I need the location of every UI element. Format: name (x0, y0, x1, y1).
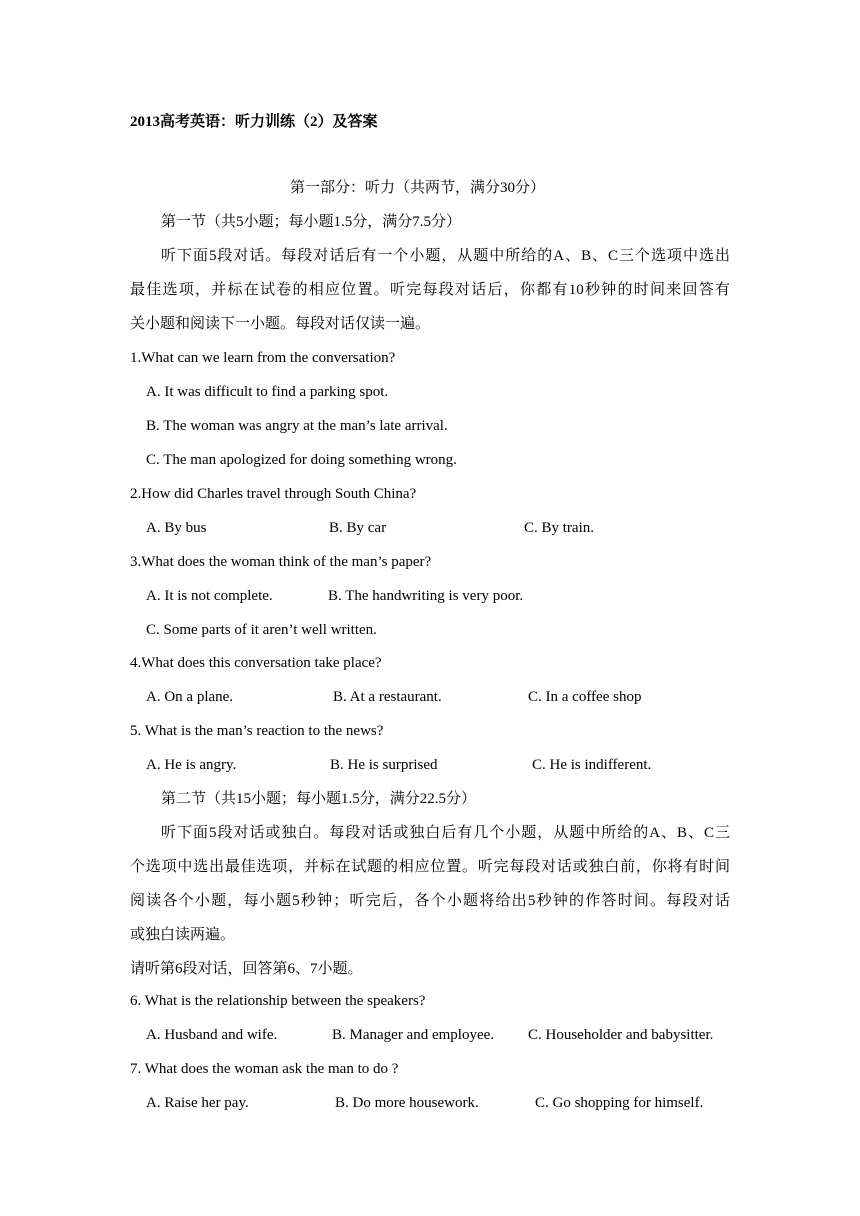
question-2: 2.How did Charles travel through South China? (130, 486, 417, 502)
question-7: 7. What does the woman ask the man to do ? (130, 1061, 399, 1077)
question-6: 6. What is the relationship between the speakers? (130, 993, 426, 1009)
question-5: 5. What is the man’s reaction to the news? (130, 723, 384, 739)
option-b: B. The woman was angry at the man’s late arrival. (146, 418, 448, 434)
section2-instruction-line: 阅读各个小题，每小题5秒钟；听完后，各个小题将给出5秒钟的作答时间。每段对话 (130, 893, 730, 909)
option-a: A. By bus (146, 520, 207, 536)
section2-instruction-line: 或独白读两遍。 (130, 927, 236, 943)
option-c: C. Householder and babysitter. (528, 1027, 714, 1043)
section2-instruction-line: 听下面5段对话或独白。每段对话或独白后有几个小题，从题中所给的A、B、C三 (161, 825, 730, 841)
option-a: A. Raise her pay. (146, 1095, 249, 1111)
question-3: 3.What does the woman think of the man’s paper? (130, 554, 432, 570)
option-a: A. He is angry. (146, 757, 237, 773)
section1-instruction-line: 最佳选项，并标在试卷的相应位置。听完每段对话后，你都有10秒钟的时间来回答有 (130, 282, 730, 298)
option-c: C. In a coffee shop (528, 689, 642, 705)
section1-instruction-line: 听下面5段对话。每段对话后有一个小题，从题中所给的A、B、C三个选项中选出 (161, 248, 730, 264)
option-b: B. At a restaurant. (333, 689, 442, 705)
option-a: A. It is not complete. (146, 588, 273, 604)
section1-heading: 第一节（共5小题；每小题1.5分，满分7.5分） (161, 214, 462, 230)
option-b: B. Do more housework. (335, 1095, 479, 1111)
option-c: C. Some parts of it aren’t well written. (146, 622, 377, 638)
section1-instruction-line: 关小题和阅读下一小题。每段对话仅读一遍。 (130, 316, 431, 332)
option-b: B. He is surprised (330, 757, 438, 773)
section2-heading: 第二节（共15小题；每小题1.5分，满分22.5分） (161, 791, 477, 807)
section2-instruction-line: 个选项中选出最佳选项，并标在试题的相应位置。听完每段对话或独白前，你将有时间 (130, 859, 730, 875)
question-1: 1.What can we learn from the conversation? (130, 350, 396, 366)
option-a: A. Husband and wife. (146, 1027, 278, 1043)
dialogue-6-instruction: 请听第6段对话，回答第6、7小题。 (130, 961, 363, 977)
option-c: C. He is indifferent. (532, 757, 652, 773)
option-b: B. The handwriting is very poor. (328, 588, 524, 604)
question-4: 4.What does this conversation take place? (130, 655, 382, 671)
option-c: C. By train. (524, 520, 594, 536)
option-b: B. By car (329, 520, 387, 536)
option-c: C. The man apologized for doing something wrong. (146, 452, 457, 468)
part-heading: 第一部分：听力（共两节，满分30分） (290, 180, 546, 196)
option-b: B. Manager and employee. (332, 1027, 495, 1043)
option-c: C. Go shopping for himself. (535, 1095, 704, 1111)
option-a: A. On a plane. (146, 689, 234, 705)
option-a: A. It was difficult to find a parking spot. (146, 384, 389, 400)
document-title: 2013高考英语：听力训练（2）及答案 (130, 114, 378, 130)
